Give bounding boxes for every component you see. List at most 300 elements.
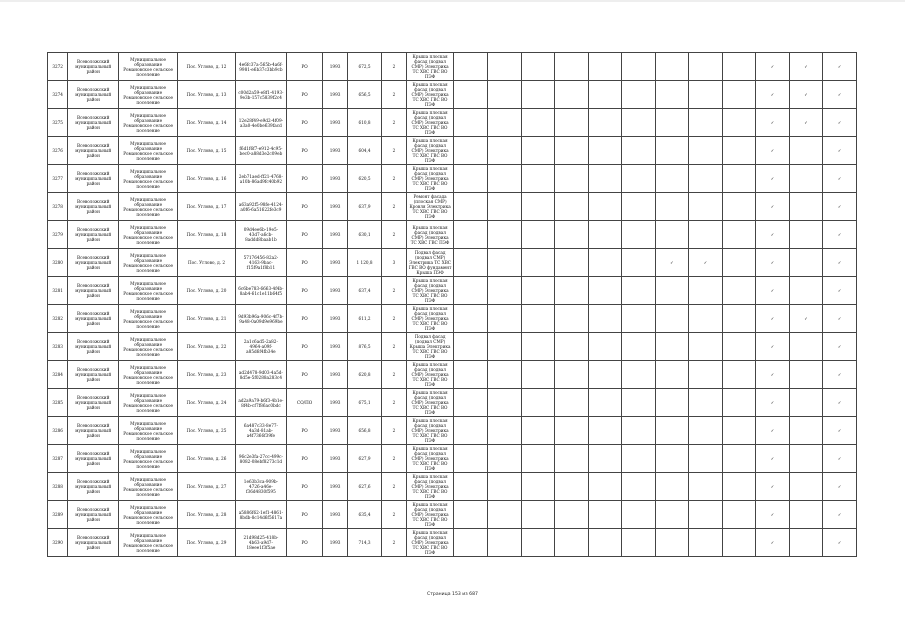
wall-material-cell: РО bbox=[286, 109, 323, 137]
empty-cell bbox=[655, 389, 689, 417]
empty-cell bbox=[521, 81, 555, 109]
row-number: 3286 bbox=[48, 417, 68, 445]
wall-material-cell: РО bbox=[286, 221, 323, 249]
works-cell: Крыша плоская фасад (подвал СМР) Электрика ТС ХВС ГВС ВО ПЭФ bbox=[406, 165, 454, 193]
check-mark-cell: ✓ bbox=[756, 81, 790, 109]
empty-cell bbox=[521, 53, 555, 81]
check-mark-cell: ✓ bbox=[823, 501, 857, 529]
row-number: 3290 bbox=[48, 529, 68, 557]
settlement-cell: Муниципальное образование Романовское сельское поселение bbox=[119, 501, 178, 529]
check-mark-cell: ✓ bbox=[823, 249, 857, 277]
area-cell: 656,5 bbox=[347, 81, 382, 109]
empty-cell bbox=[488, 193, 522, 221]
row-number: 3276 bbox=[48, 137, 68, 165]
wall-material-cell: РО bbox=[286, 249, 323, 277]
works-cell: Крыша плоская фасад (подвал СМР) Электрика ТС ХВС ГВС ВО ПЭФ bbox=[406, 81, 454, 109]
check-mark-cell: ✓ bbox=[756, 529, 790, 557]
year-cell: 1993 bbox=[323, 81, 347, 109]
empty-cell bbox=[655, 109, 689, 137]
check-mark-cell: ✓ bbox=[823, 221, 857, 249]
area-cell: 675,1 bbox=[347, 389, 382, 417]
check-mark-cell: ✓ bbox=[789, 305, 823, 333]
empty-cell bbox=[622, 193, 656, 221]
row-number: 3272 bbox=[48, 53, 68, 81]
floors-cell: 2 bbox=[382, 529, 406, 557]
wall-material-cell: РО bbox=[286, 417, 323, 445]
empty-cell bbox=[789, 501, 823, 529]
row-number: 3285 bbox=[48, 389, 68, 417]
area-cell: 610,8 bbox=[347, 109, 382, 137]
empty-cell bbox=[488, 445, 522, 473]
address-cell: Пос. Углово, д. 26 bbox=[178, 445, 236, 473]
table-row bbox=[48, 305, 857, 333]
empty-cell bbox=[789, 473, 823, 501]
empty-cell bbox=[555, 81, 589, 109]
area-cell: 611,2 bbox=[347, 305, 382, 333]
empty-cell bbox=[521, 109, 555, 137]
row-number: 3279 bbox=[48, 221, 68, 249]
empty-cell bbox=[488, 165, 522, 193]
year-cell: 1993 bbox=[323, 529, 347, 557]
empty-cell bbox=[521, 137, 555, 165]
empty-cell bbox=[655, 361, 689, 389]
empty-cell bbox=[521, 249, 555, 277]
year-cell: 1993 bbox=[323, 137, 347, 165]
wall-material-cell: РО bbox=[286, 81, 323, 109]
district-cell: Всеволожский муниципальный район bbox=[68, 417, 119, 445]
year-cell: 1993 bbox=[323, 389, 347, 417]
empty-cell bbox=[689, 277, 723, 305]
empty-cell bbox=[789, 221, 823, 249]
empty-cell bbox=[622, 473, 656, 501]
empty-cell bbox=[488, 81, 522, 109]
wall-material-cell: РО bbox=[286, 529, 323, 557]
empty-cell bbox=[521, 501, 555, 529]
empty-cell bbox=[789, 389, 823, 417]
empty-cell bbox=[555, 249, 589, 277]
empty-cell bbox=[655, 445, 689, 473]
object-code-cell: 96c2e3fa-27cc-499c-8082-08ebf8273c1d bbox=[235, 445, 286, 473]
empty-cell bbox=[622, 221, 656, 249]
empty-cell bbox=[689, 53, 723, 81]
floors-cell: 3 bbox=[382, 249, 406, 277]
empty-cell bbox=[488, 389, 522, 417]
works-cell: Крыша плоская фасад (подвал СМР) Электрика ТС ХВС ГВС ВО ПЭФ bbox=[406, 529, 454, 557]
row-number: 3274 bbox=[48, 81, 68, 109]
settlement-cell: Муниципальное образование Романовское сельское поселение bbox=[119, 249, 178, 277]
empty-cell bbox=[655, 277, 689, 305]
check-mark-cell: ✓ bbox=[823, 137, 857, 165]
empty-cell bbox=[588, 81, 622, 109]
settlement-cell: Муниципальное образование Романовское сельское поселение bbox=[119, 389, 178, 417]
empty-cell bbox=[789, 445, 823, 473]
empty-cell bbox=[588, 501, 622, 529]
empty-cell bbox=[521, 473, 555, 501]
empty-cell bbox=[622, 389, 656, 417]
empty-cell bbox=[488, 137, 522, 165]
check-mark-cell: ✓ bbox=[756, 137, 790, 165]
district-cell: Всеволожский муниципальный район bbox=[68, 53, 119, 81]
object-code-cell: 57176456-82a2-4163-9bac-f15f9a1f8b11 bbox=[235, 249, 286, 277]
floors-cell: 2 bbox=[382, 389, 406, 417]
table-row bbox=[48, 333, 857, 361]
works-cell: Крыша плоская фасад (подвал СМР) Электрика ТС ХВС ГВС ВО ПЭФ bbox=[406, 361, 454, 389]
row-number: 3280 bbox=[48, 249, 68, 277]
empty-cell bbox=[555, 53, 589, 81]
empty-cell bbox=[454, 165, 488, 193]
empty-cell bbox=[555, 417, 589, 445]
empty-cell bbox=[588, 473, 622, 501]
address-cell: Пос. Углово, д. 12 bbox=[178, 53, 236, 81]
empty-cell bbox=[454, 193, 488, 221]
empty-cell bbox=[689, 501, 723, 529]
check-mark-cell: ✓ bbox=[756, 193, 790, 221]
check-mark-cell: ✓ bbox=[789, 53, 823, 81]
settlement-cell: Муниципальное образование Романовское сельское поселение bbox=[119, 109, 178, 137]
table-row bbox=[48, 529, 857, 557]
object-code-cell: ad2d478-9d03-4a5d-8d5e-5f0288a283c4 bbox=[235, 361, 286, 389]
empty-cell bbox=[722, 165, 756, 193]
empty-cell bbox=[454, 417, 488, 445]
housing-register-table bbox=[47, 52, 857, 557]
empty-cell bbox=[689, 305, 723, 333]
empty-cell bbox=[655, 53, 689, 81]
row-number: 3275 bbox=[48, 109, 68, 137]
empty-cell bbox=[722, 221, 756, 249]
empty-cell bbox=[622, 249, 656, 277]
floors-cell: 2 bbox=[382, 305, 406, 333]
empty-cell bbox=[655, 165, 689, 193]
object-code-cell: 6c6be783-6663-4f4b-8ab4-61c1e11b64f5 bbox=[235, 277, 286, 305]
empty-cell bbox=[722, 417, 756, 445]
empty-cell bbox=[789, 277, 823, 305]
address-cell: Пос. Углово, д. 28 bbox=[178, 501, 236, 529]
table-row bbox=[48, 389, 857, 417]
settlement-cell: Муниципальное образование Романовское сельское поселение bbox=[119, 277, 178, 305]
year-cell: 1993 bbox=[323, 109, 347, 137]
check-mark-cell: ✓ bbox=[756, 277, 790, 305]
empty-cell bbox=[454, 529, 488, 557]
floors-cell: 2 bbox=[382, 445, 406, 473]
floors-cell: 2 bbox=[382, 501, 406, 529]
empty-cell bbox=[622, 501, 656, 529]
empty-cell bbox=[588, 109, 622, 137]
empty-cell bbox=[555, 137, 589, 165]
empty-cell bbox=[521, 277, 555, 305]
empty-cell bbox=[722, 333, 756, 361]
page-footer: Страница 153 из 687 bbox=[427, 592, 478, 597]
empty-cell bbox=[622, 137, 656, 165]
empty-cell bbox=[789, 333, 823, 361]
empty-cell bbox=[722, 137, 756, 165]
empty-cell bbox=[488, 53, 522, 81]
area-cell: 627,9 bbox=[347, 445, 382, 473]
check-mark-cell: ✓ bbox=[789, 81, 823, 109]
object-code-cell: 09d4ee6b-19e5-43d7-a6cb-8addd8baab1b bbox=[235, 221, 286, 249]
wall-material-cell: РО bbox=[286, 361, 323, 389]
empty-cell bbox=[588, 417, 622, 445]
table-row bbox=[48, 137, 857, 165]
works-cell: Крыша плоская фасад (подвал СМР) Электрика ТС ХВС ГВС ВО ПЭФ bbox=[406, 417, 454, 445]
empty-cell bbox=[722, 305, 756, 333]
empty-cell bbox=[622, 53, 656, 81]
check-mark-cell: ✓ bbox=[756, 109, 790, 137]
works-cell: Крыша плоская фасад (подвал СМР) Электрика ТС ХВС ГВС ВО ПЭФ bbox=[406, 109, 454, 137]
area-cell: 1 120,8 bbox=[347, 249, 382, 277]
object-code-cell: 6a487c33-8e77-4a3d-81ab-a4f7366f39fe bbox=[235, 417, 286, 445]
empty-cell bbox=[689, 109, 723, 137]
floors-cell: 2 bbox=[382, 109, 406, 137]
area-cell: 672,5 bbox=[347, 53, 382, 81]
empty-cell bbox=[722, 277, 756, 305]
empty-cell bbox=[454, 333, 488, 361]
floors-cell: 2 bbox=[382, 417, 406, 445]
empty-cell bbox=[521, 389, 555, 417]
district-cell: Всеволожский муниципальный район bbox=[68, 529, 119, 557]
check-mark-cell: ✓ bbox=[689, 249, 723, 277]
empty-cell bbox=[488, 501, 522, 529]
table-row bbox=[48, 277, 857, 305]
empty-cell bbox=[488, 249, 522, 277]
empty-cell bbox=[722, 361, 756, 389]
year-cell: 1993 bbox=[323, 193, 347, 221]
area-cell: 637,9 bbox=[347, 193, 382, 221]
empty-cell bbox=[454, 53, 488, 81]
check-mark-cell: ✓ bbox=[823, 389, 857, 417]
check-mark-cell: ✓ bbox=[823, 417, 857, 445]
year-cell: 1993 bbox=[323, 473, 347, 501]
settlement-cell: Муниципальное образование Романовское сельское поселение bbox=[119, 445, 178, 473]
settlement-cell: Муниципальное образование Романовское сельское поселение bbox=[119, 81, 178, 109]
wall-material-cell: РО bbox=[286, 165, 323, 193]
empty-cell bbox=[555, 333, 589, 361]
wall-material-cell: СО/ПО bbox=[286, 389, 323, 417]
object-code-cell: 1e63b3ca-909b-4726-a46e-f36d4830f595 bbox=[235, 473, 286, 501]
works-cell: Крыша плоская фасад (подвал СМР) Электрика ТС ХВС ГВС ВО ПЭФ bbox=[406, 53, 454, 81]
works-cell: Крыша плоская фасад (подвал СМР) Электрика ТС ХВС ГВС ПЭФ bbox=[406, 221, 454, 249]
year-cell: 1993 bbox=[323, 277, 347, 305]
empty-cell bbox=[454, 501, 488, 529]
object-code-cell: c00d2a59-e8f1-4193-9e3b-157c5839f2c4 bbox=[235, 81, 286, 109]
empty-cell bbox=[789, 193, 823, 221]
settlement-cell: Муниципальное образование Романовское сельское поселение bbox=[119, 193, 178, 221]
floors-cell: 2 bbox=[382, 53, 406, 81]
empty-cell bbox=[488, 109, 522, 137]
floors-cell: 2 bbox=[382, 137, 406, 165]
empty-cell bbox=[555, 389, 589, 417]
settlement-cell: Муниципальное образование Романовское сельское поселение bbox=[119, 417, 178, 445]
district-cell: Всеволожский муниципальный район bbox=[68, 81, 119, 109]
table-row bbox=[48, 417, 857, 445]
address-cell: Пос. Углово, д. 18 bbox=[178, 221, 236, 249]
area-cell: 630,1 bbox=[347, 221, 382, 249]
district-cell: Всеволожский муниципальный район bbox=[68, 445, 119, 473]
empty-cell bbox=[454, 137, 488, 165]
empty-cell bbox=[555, 277, 589, 305]
empty-cell bbox=[722, 249, 756, 277]
empty-cell bbox=[689, 417, 723, 445]
empty-cell bbox=[789, 417, 823, 445]
check-mark-cell: ✓ bbox=[756, 501, 790, 529]
empty-cell bbox=[454, 361, 488, 389]
wall-material-cell: РО bbox=[286, 277, 323, 305]
empty-cell bbox=[789, 137, 823, 165]
address-cell: Пос. Углово, д. 14 bbox=[178, 109, 236, 137]
empty-cell bbox=[622, 529, 656, 557]
district-cell: Всеволожский муниципальный район bbox=[68, 109, 119, 137]
settlement-cell: Муниципальное образование Романовское сельское поселение bbox=[119, 361, 178, 389]
year-cell: 1993 bbox=[323, 417, 347, 445]
empty-cell bbox=[521, 445, 555, 473]
check-mark-cell: ✓ bbox=[655, 249, 689, 277]
empty-cell bbox=[622, 445, 656, 473]
check-mark-cell: ✓ bbox=[823, 333, 857, 361]
address-cell: Пос. Углово, д. 2 bbox=[178, 249, 236, 277]
empty-cell bbox=[454, 389, 488, 417]
table-row bbox=[48, 109, 857, 137]
year-cell: 1993 bbox=[323, 53, 347, 81]
wall-material-cell: РО bbox=[286, 445, 323, 473]
empty-cell bbox=[488, 305, 522, 333]
empty-cell bbox=[789, 249, 823, 277]
works-cell: Крыша плоская фасад (подвал СМР) Электрика ТС ХВС ГВС ВО ПЭФ bbox=[406, 473, 454, 501]
check-mark-cell: ✓ bbox=[823, 109, 857, 137]
empty-cell bbox=[488, 529, 522, 557]
check-mark-cell: ✓ bbox=[756, 249, 790, 277]
area-cell: 627,6 bbox=[347, 473, 382, 501]
empty-cell bbox=[689, 389, 723, 417]
empty-cell bbox=[588, 193, 622, 221]
empty-cell bbox=[722, 53, 756, 81]
check-mark-cell: ✓ bbox=[823, 53, 857, 81]
district-cell: Всеволожский муниципальный район bbox=[68, 193, 119, 221]
empty-cell bbox=[622, 361, 656, 389]
address-cell: Пос. Углово, д. 20 bbox=[178, 277, 236, 305]
empty-cell bbox=[689, 137, 723, 165]
empty-cell bbox=[488, 277, 522, 305]
check-mark-cell: ✓ bbox=[789, 109, 823, 137]
empty-cell bbox=[555, 109, 589, 137]
row-number: 3282 bbox=[48, 305, 68, 333]
check-mark-cell: ✓ bbox=[823, 445, 857, 473]
empty-cell bbox=[722, 501, 756, 529]
empty-cell bbox=[588, 221, 622, 249]
settlement-cell: Муниципальное образование Романовское сельское поселение bbox=[119, 529, 178, 557]
check-mark-cell: ✓ bbox=[756, 165, 790, 193]
empty-cell bbox=[689, 445, 723, 473]
area-cell: 656,8 bbox=[347, 417, 382, 445]
check-mark-cell: ✓ bbox=[823, 473, 857, 501]
year-cell: 1993 bbox=[323, 165, 347, 193]
empty-cell bbox=[555, 193, 589, 221]
empty-cell bbox=[588, 53, 622, 81]
empty-cell bbox=[555, 473, 589, 501]
empty-cell bbox=[722, 473, 756, 501]
empty-cell bbox=[622, 333, 656, 361]
year-cell: 1993 bbox=[323, 305, 347, 333]
address-cell: Пос. Углово, д. 13 bbox=[178, 81, 236, 109]
object-code-cell: a63a92f5-98fe-4124-a0f6-6a51622fe3c9 bbox=[235, 193, 286, 221]
empty-cell bbox=[555, 361, 589, 389]
table-row bbox=[48, 165, 857, 193]
empty-cell bbox=[655, 333, 689, 361]
empty-cell bbox=[689, 473, 723, 501]
empty-cell bbox=[454, 221, 488, 249]
object-code-cell: 9d93b96a-906c-4f7b-9a48-0a09d9e969be bbox=[235, 305, 286, 333]
address-cell: Пос. Углово, д. 25 bbox=[178, 417, 236, 445]
area-cell: 637,4 bbox=[347, 277, 382, 305]
empty-cell bbox=[521, 361, 555, 389]
row-number: 3289 bbox=[48, 501, 68, 529]
row-number: 3283 bbox=[48, 333, 68, 361]
empty-cell bbox=[588, 249, 622, 277]
wall-material-cell: РО bbox=[286, 333, 323, 361]
settlement-cell: Муниципальное образование Романовское сельское поселение bbox=[119, 137, 178, 165]
address-cell: Пос. Углово, д. 24 bbox=[178, 389, 236, 417]
floors-cell: 2 bbox=[382, 333, 406, 361]
works-cell: Подвал фасад (подвал СМР) Крыша Электрика ТС ХВС ГВС ВО ПЭФ bbox=[406, 333, 454, 361]
works-cell: Ремонт фасада (плоская СМР) Кровля Электрика ТС ХВС ГВС ВО ПЭФ bbox=[406, 193, 454, 221]
check-mark-cell: ✓ bbox=[823, 193, 857, 221]
settlement-cell: Муниципальное образование Романовское сельское поселение bbox=[119, 53, 178, 81]
empty-cell bbox=[454, 445, 488, 473]
empty-cell bbox=[521, 529, 555, 557]
empty-cell bbox=[789, 529, 823, 557]
area-cell: 714,3 bbox=[347, 529, 382, 557]
floors-cell: 2 bbox=[382, 221, 406, 249]
table-row bbox=[48, 53, 857, 81]
empty-cell bbox=[722, 81, 756, 109]
row-number: 3288 bbox=[48, 473, 68, 501]
empty-cell bbox=[454, 81, 488, 109]
works-cell: Крыша плоская фасад (подвал СМР) Электрика ТС ХВС ГВС ВО ПЭФ bbox=[406, 389, 454, 417]
empty-cell bbox=[521, 221, 555, 249]
empty-cell bbox=[555, 501, 589, 529]
wall-material-cell: РО bbox=[286, 501, 323, 529]
check-mark-cell: ✓ bbox=[823, 361, 857, 389]
address-cell: Пос. Углово, д. 21 bbox=[178, 305, 236, 333]
empty-cell bbox=[789, 165, 823, 193]
check-mark-cell: ✓ bbox=[823, 81, 857, 109]
works-cell: Крыша плоская фасад (подвал СМР) Электрика ТС ХВС ГВС ВО ПЭФ bbox=[406, 277, 454, 305]
wall-material-cell: РО bbox=[286, 305, 323, 333]
empty-cell bbox=[555, 165, 589, 193]
district-cell: Всеволожский муниципальный район bbox=[68, 137, 119, 165]
empty-cell bbox=[655, 501, 689, 529]
object-code-cell: 12e28f49-e9d2-4f09-a3a0-4e0be639facd bbox=[235, 109, 286, 137]
area-cell: 620,8 bbox=[347, 361, 382, 389]
table-row bbox=[48, 445, 857, 473]
empty-cell bbox=[655, 305, 689, 333]
works-cell: Крыша плоская фасад (подвал СМР) Электрика ТС ХВС ГВС ВО ПЭФ bbox=[406, 305, 454, 333]
table-row bbox=[48, 193, 857, 221]
floors-cell: 2 bbox=[382, 81, 406, 109]
object-code-cell: ad2a9a79-b6f3-4b1e-8f4b-cf7f86ac0bdc bbox=[235, 389, 286, 417]
area-cell: 876,5 bbox=[347, 333, 382, 361]
district-cell: Всеволожский муниципальный район bbox=[68, 473, 119, 501]
district-cell: Всеволожский муниципальный район bbox=[68, 389, 119, 417]
empty-cell bbox=[588, 333, 622, 361]
year-cell: 1993 bbox=[323, 445, 347, 473]
table-row bbox=[48, 249, 857, 277]
check-mark-cell: ✓ bbox=[756, 305, 790, 333]
empty-cell bbox=[655, 193, 689, 221]
empty-cell bbox=[588, 389, 622, 417]
object-code-cell: f6d1f6f7-e912-4c95-bec0-a88d3e2c09eb bbox=[235, 137, 286, 165]
empty-cell bbox=[689, 81, 723, 109]
floors-cell: 2 bbox=[382, 165, 406, 193]
settlement-cell: Муниципальное образование Романовское сельское поселение bbox=[119, 165, 178, 193]
